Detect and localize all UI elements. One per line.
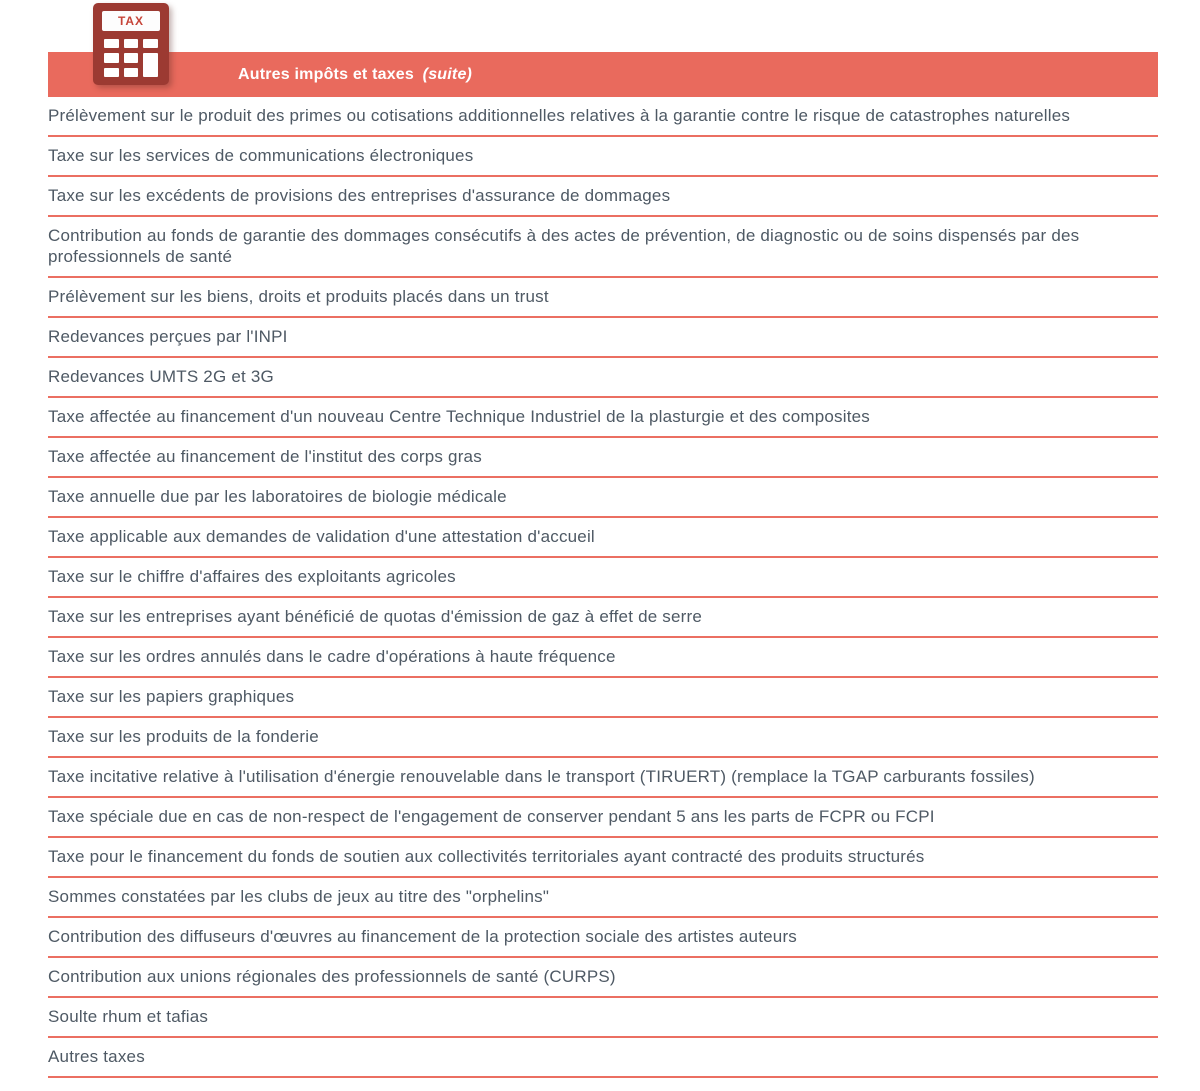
table-row — [48, 438, 1158, 478]
row-text: Taxe sur les excédents de provisions des entreprises d'assurance de dommages — [48, 186, 671, 205]
table-row — [48, 558, 1158, 598]
calculator-key — [124, 53, 139, 62]
row-text: Contribution des diffuseurs d'œuvres au financement de la protection sociale des artistes auteurs — [48, 927, 798, 946]
table-row — [48, 518, 1158, 558]
table-row — [48, 478, 1158, 518]
table-row — [48, 878, 1158, 918]
calculator-screen — [102, 11, 160, 31]
table-row — [48, 678, 1158, 718]
row-text: Prélèvement sur le produit des primes ou cotisations additionnelles relatives à la garantie contre le risque de catastrophes naturelles — [48, 106, 1071, 125]
table-row — [48, 838, 1158, 878]
table-row — [48, 718, 1158, 758]
table-row — [48, 758, 1158, 798]
section-title — [238, 52, 472, 97]
calculator-key — [143, 39, 158, 48]
table-row — [48, 278, 1158, 318]
table-row — [48, 798, 1158, 838]
row-text: Taxe sur le chiffre d'affaires des exploitants agricoles — [48, 567, 456, 586]
row-text: Soulte rhum et tafias — [48, 1007, 209, 1026]
calculator-key — [124, 39, 139, 48]
section-title-suffix: (suite) — [422, 66, 473, 83]
calculator-key — [104, 39, 119, 48]
calculator-key — [124, 68, 139, 77]
tax-rows-list — [48, 97, 1158, 1078]
table-row — [48, 598, 1158, 638]
table-row — [48, 958, 1158, 998]
table-row — [48, 398, 1158, 438]
table-row — [48, 918, 1158, 958]
row-text: Taxe applicable aux demandes de validation d'une attestation d'accueil — [48, 527, 595, 546]
header-bar — [48, 52, 1158, 97]
table-row — [48, 217, 1158, 278]
row-text: Redevances UMTS 2G et 3G — [48, 367, 274, 386]
tax-label: TAX — [117, 14, 145, 28]
row-text: Taxe sur les entreprises ayant bénéficié de quotas d'émission de gaz à effet de serre — [48, 607, 703, 626]
calculator-key — [104, 68, 119, 77]
row-text: Taxe sur les papiers graphiques — [48, 687, 295, 706]
table-row — [48, 998, 1158, 1038]
calculator-keys — [104, 39, 158, 77]
table-row — [48, 638, 1158, 678]
row-text: Taxe annuelle due par les laboratoires de biologie médicale — [48, 487, 507, 506]
row-text: Taxe affectée au financement d'un nouveau Centre Technique Industriel de la plasturgie et des composites — [48, 407, 870, 426]
row-text: Autres taxes — [48, 1047, 145, 1066]
row-text: Taxe affectée au financement de l'institut des corps gras — [48, 447, 482, 466]
row-text: Taxe pour le financement du fonds de soutien aux collectivités territoriales ayant contracté des produits structurés — [48, 847, 925, 866]
section-title-text: Autres impôts et taxes — [238, 66, 415, 83]
row-text: Taxe sur les ordres annulés dans le cadre d'opérations à haute fréquence — [48, 647, 616, 666]
row-text: Taxe sur les services de communications électroniques — [48, 146, 474, 165]
table-row — [48, 318, 1158, 358]
row-text: Taxe incitative relative à l'utilisation d'énergie renouvelable dans le transport (TIRUERT) (remplace la TGAP carburants fossiles) — [48, 767, 1035, 786]
row-text: Contribution aux unions régionales des professionnels de santé (CURPS) — [48, 967, 616, 986]
row-text: Sommes constatées par les clubs de jeux au titre des "orphelins" — [48, 887, 550, 906]
table-row — [48, 137, 1158, 177]
row-text: Prélèvement sur les biens, droits et produits placés dans un trust — [48, 287, 549, 306]
row-text: Taxe spéciale due en cas de non-respect de l'engagement de conserver pendant 5 ans les parts de FCPR ou FCPI — [48, 807, 935, 826]
tax-calculator-icon — [93, 3, 169, 85]
row-text: Contribution au fonds de garantie des dommages consécutifs à des actes de prévention, de diagnostic ou de soins dispensés par des professionnels de santé — [48, 226, 1080, 266]
table-row — [48, 177, 1158, 217]
calculator-key — [104, 53, 119, 62]
table-row — [48, 358, 1158, 398]
table-row — [48, 97, 1158, 137]
row-text: Taxe sur les produits de la fonderie — [48, 727, 319, 746]
calculator-key-tall — [143, 53, 158, 77]
row-text: Redevances perçues par l'INPI — [48, 327, 288, 346]
table-row — [48, 1038, 1158, 1078]
